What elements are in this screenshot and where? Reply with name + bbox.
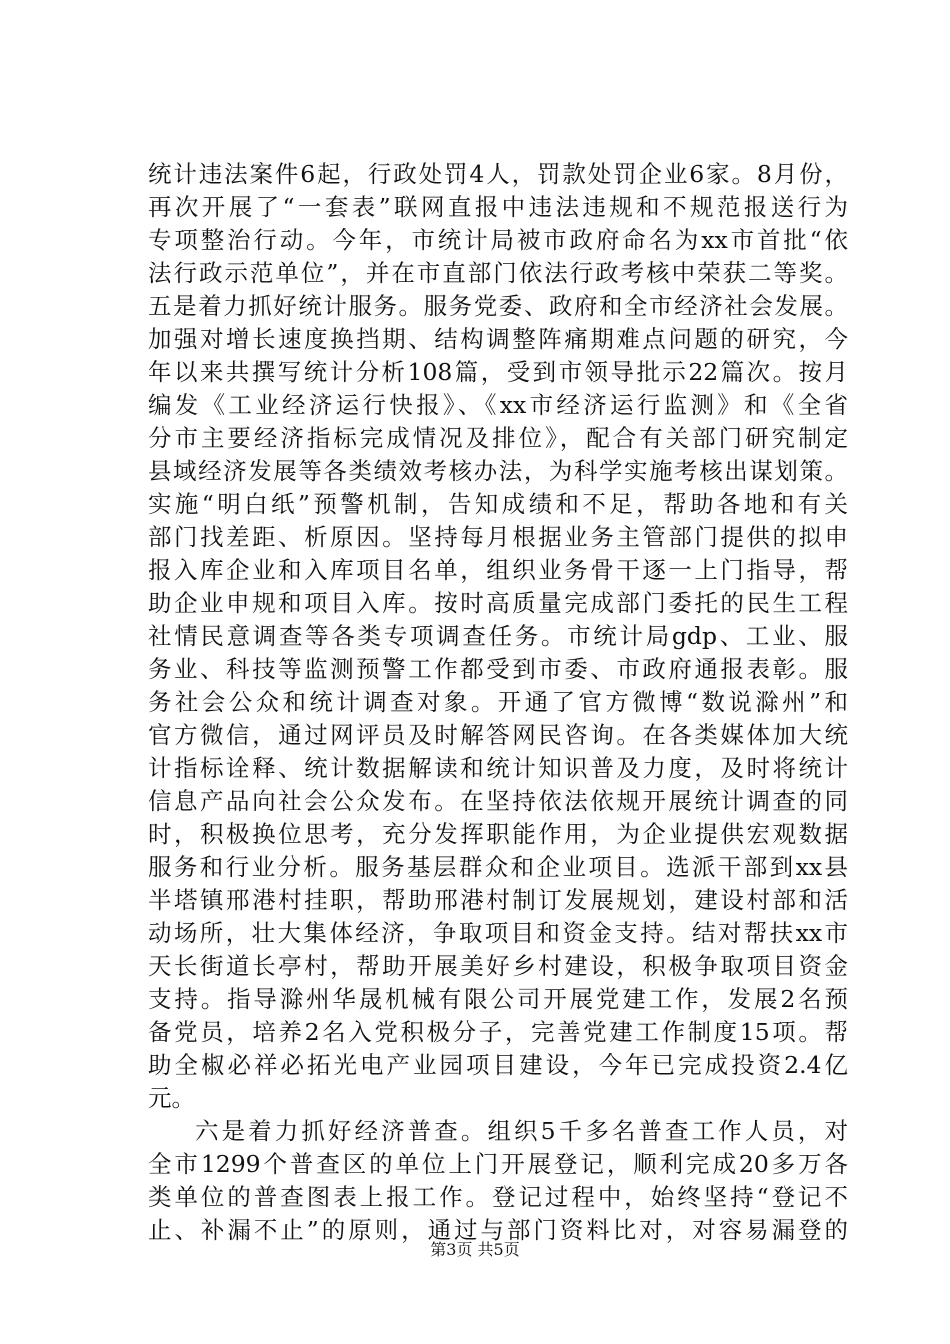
text-line: 止、补漏不止”的原则，通过与部门资料比对，对容易漏登的 <box>148 1216 848 1244</box>
text-line: 动场所，壮大集体经济，争取项目和资金支持。结对帮扶xx市 <box>148 919 848 947</box>
text-line: 报入库企业和入库项目名单，组织业务骨干逐一上门指导，帮 <box>148 556 848 584</box>
text-line: 统计违法案件6起，行政处罚4人，罚款处罚企业6家。8月份， <box>148 160 848 188</box>
document-body <box>148 158 848 1247</box>
text-line: 务业、科技等监测预警工作都受到市委、市政府通报表彰。服 <box>148 655 848 683</box>
text-line: 加强对增长速度换挡期、结构调整阵痛期难点问题的研究，今 <box>148 325 848 353</box>
text-line: 时，积极换位思考，充分发挥职能作用，为企业提供宏观数据 <box>148 820 848 848</box>
text-line: 社情民意调查等各类专项调查任务。市统计局gdp、工业、服 <box>148 622 848 650</box>
text-line: 五是着力抓好统计服务。服务党委、政府和全市经济社会发展。 <box>148 292 848 320</box>
text-line: 天长街道长亭村，帮助开展美好乡村建设，积极争取项目资金 <box>148 952 848 980</box>
paragraph-start-line: 六是着力抓好经济普查。组织5千多名普查工作人员，对 <box>195 1117 848 1145</box>
text-line: 实施“明白纸”预警机制，告知成绩和不足，帮助各地和有关 <box>148 490 848 518</box>
text-line: 助企业申规和项目入库。按时高质量完成部门委托的民生工程 <box>148 589 848 617</box>
text-line: 编发《工业经济运行快报》、《xx市经济运行监测》和《全省 <box>148 391 848 419</box>
text-line: 官方微信，通过网评员及时解答网民咨询。在各类媒体加大统 <box>148 721 848 749</box>
text-line: 半塔镇邢港村挂职，帮助邢港村制订发展规划，建设村部和活 <box>148 886 848 914</box>
text-line: 助全椒必祥必拓光电产业园项目建设，今年已完成投资2.4亿 <box>148 1051 848 1079</box>
text-line: 全市1299个普查区的单位上门开展登记，顺利完成20多万各 <box>148 1150 848 1178</box>
page-number-footer: 第3页 共5页 <box>430 1240 520 1259</box>
text-line: 类单位的普查图表上报工作。登记过程中，始终坚持“登记不 <box>148 1183 848 1211</box>
text-line: 专项整治行动。今年，市统计局被市政府命名为xx市首批“依 <box>148 226 848 254</box>
text-line: 计指标诠释、统计数据解读和统计知识普及力度，及时将统计 <box>148 754 848 782</box>
paragraph-end-line: 元。 <box>148 1084 195 1112</box>
text-line: 县域经济发展等各类绩效考核办法，为科学实施考核出谋划策。 <box>148 457 848 485</box>
text-line: 法行政示范单位”，并在市直部门依法行政考核中荣获二等奖。 <box>148 259 848 287</box>
text-line: 服务和行业分析。服务基层群众和企业项目。选派干部到xx县 <box>148 853 848 881</box>
text-line: 分市主要经济指标完成情况及排位》，配合有关部门研究制定 <box>148 424 848 452</box>
text-line: 务社会公众和统计调查对象。开通了官方微博“数说滁州”和 <box>148 688 848 716</box>
text-line: 备党员，培养2名入党积极分子，完善党建工作制度15项。帮 <box>148 1018 848 1046</box>
text-line: 再次开展了“一套表”联网直报中违法违规和不规范报送行为 <box>148 193 848 221</box>
text-line: 支持。指导滁州华晟机械有限公司开展党建工作，发展2名预 <box>148 985 848 1013</box>
text-line: 部门找差距、析原因。坚持每月根据业务主管部门提供的拟申 <box>148 523 848 551</box>
text-line: 信息产品向社会公众发布。在坚持依法依规开展统计调查的同 <box>148 787 848 815</box>
text-line: 年以来共撰写统计分析108篇，受到市领导批示22篇次。按月 <box>148 358 848 386</box>
